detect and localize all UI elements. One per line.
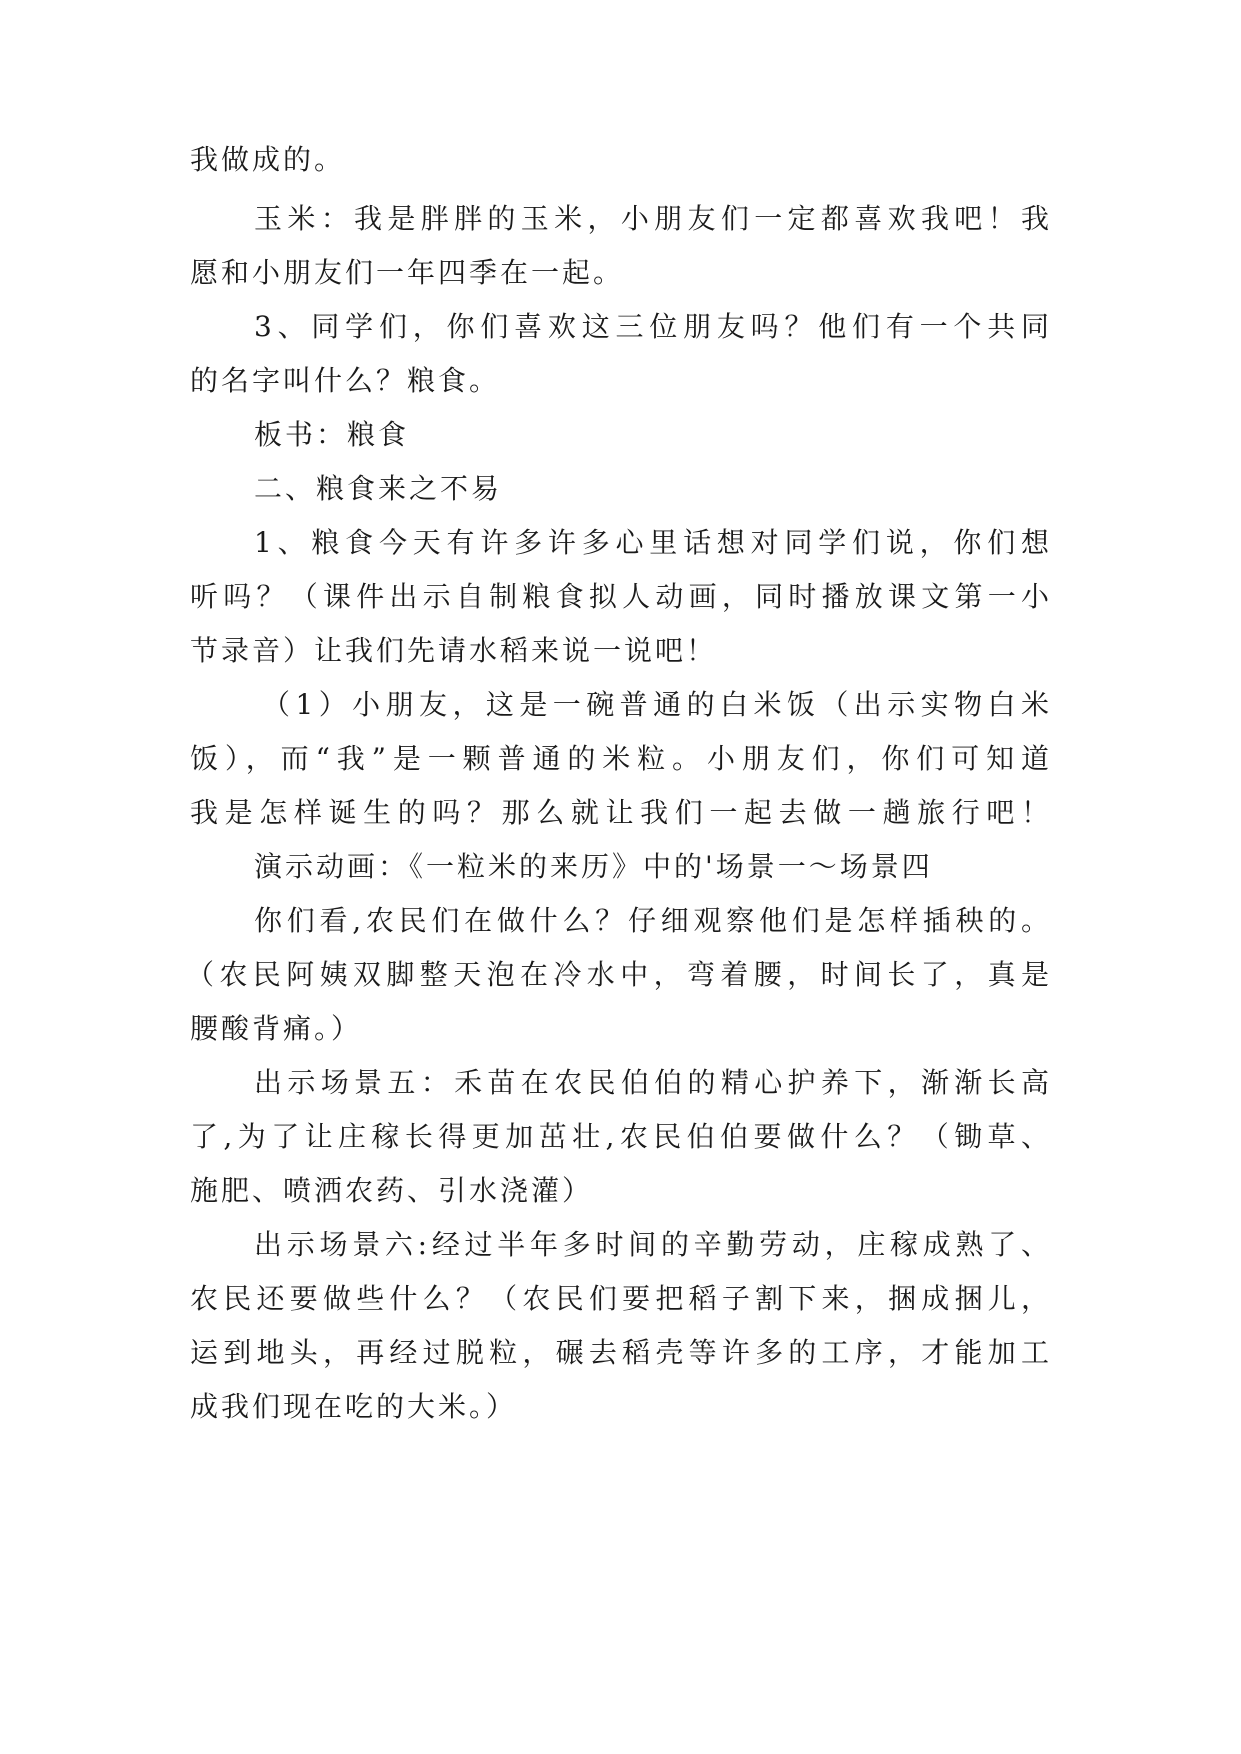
text-line: （农民阿姨双脚整天泡在冷水中，弯着腰，时间长了，真是 [186, 958, 1052, 991]
text-line: 愿和小朋友们一年四季在一起。 [190, 256, 625, 289]
text-line: 出示场景六:经过半年多时间的辛勤劳动，庄稼成熟了、 [254, 1228, 1052, 1261]
text-line: 听吗？（课件出示自制粮食拟人动画，同时播放课文第一小 [190, 580, 1052, 613]
text-line: 你们看,农民们在做什么？仔细观察他们是怎样插秧的。 [254, 904, 1052, 937]
text-line: 成我们现在吃的大米。） [190, 1390, 518, 1423]
text-line: 了,为了让庄稼长得更加茁壮,农民伯伯要做什么？（锄草、 [190, 1120, 1052, 1153]
text-line: 运到地头，再经过脱粒，碾去稻壳等许多的工序，才能加工 [190, 1336, 1052, 1369]
text-line: 出示场景五：禾苗在农民伯伯的精心护养下，渐渐长高 [254, 1066, 1052, 1099]
text-line: 节录音）让我们先请水稻来说一说吧！ [190, 634, 718, 667]
section-heading: 二、粮食来之不易 [254, 472, 503, 505]
text-line: 腰酸背痛。） [190, 1012, 363, 1045]
text-line: 玉米：我是胖胖的玉米，小朋友们一定都喜欢我吧！我 [254, 202, 1052, 235]
text-line: 的名字叫什么？粮食。 [190, 364, 501, 397]
text-line: （1）小朋友，这是一碗普通的白米饭（出示实物白米 [262, 688, 1052, 721]
text-line: 饭），而“我”是一颗普通的米粒。小朋友们，你们可知道 [190, 742, 1052, 775]
text-line: 演示动画：《一粒米的来历》中的'场景一～场景四 [254, 850, 933, 883]
text-line: 施肥、喷洒农药、引水浇灌） [190, 1174, 594, 1207]
text-line: 3、同学们，你们喜欢这三位朋友吗？他们有一个共同 [254, 310, 1052, 343]
text-line: 我是怎样诞生的吗？那么就让我们一起去做一趟旅行吧！ [190, 796, 1052, 829]
text-line: 我做成的。 [190, 143, 346, 176]
text-line: 板书：粮食 [254, 418, 410, 451]
text-line: 1、粮食今天有许多许多心里话想对同学们说，你们想 [254, 526, 1052, 559]
text-line: 农民还要做些什么？（农民们要把稻子割下来，捆成捆儿， [190, 1282, 1052, 1315]
